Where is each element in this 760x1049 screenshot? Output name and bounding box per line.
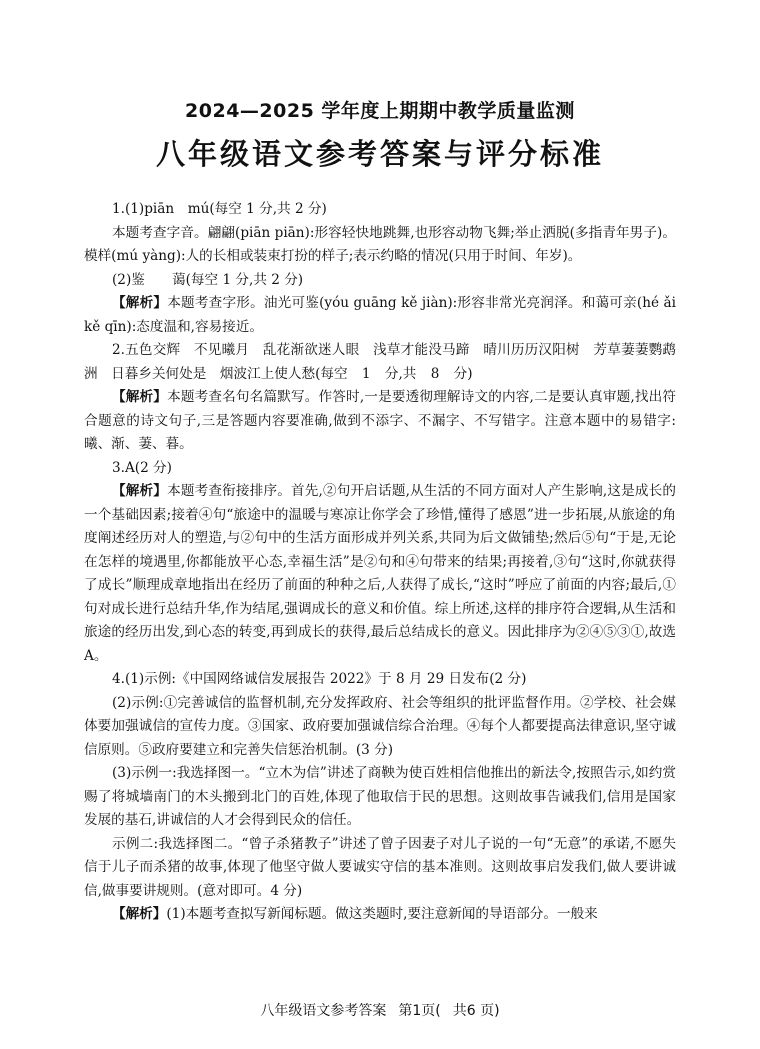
paragraph-q3-analysis: 【解析】本题考查衔接排序。首先,②句开启话题,从生活的不同方面对人产生影响,这是成长的一个基础因素;接着④句“旅途中的温暖与寒凉让你学会了珍惜,懂得了感恩”进一步拓展,从旅途的角度阐述经历对人的塑造,与②句中的生活方面形成并列关系,共同为后文做铺垫;然后⑤句“于是,无论在怎样的境遇里,你都能放平心态,幸福生活”是②句和④句带来的结果;再接着,③句“这时,你就获得了成长”顺理成章地指出在经历了前面的种种之后,人获得了成长,“这时”呼应了前面的内容;最后,①句对成长进行总结升华,作为结尾,强调成长的意义和价值。综上所述,这样的排序符合逻辑,从生活和旅途的经历出发,到心态的转变,再到成长的获得,最后总结成长的意义。因此排序为②④⑤③①,故选 A。 — [84, 483, 677, 664]
footer-total-pages: 共6 页) — [452, 1003, 500, 1019]
analysis-tag: 【解析】 — [112, 906, 167, 922]
page-subtitle: 八年级语文参考答案与评分标准 — [155, 137, 604, 171]
paragraph-q4-2: (2)示例:①完善诚信的监督机制,充分发挥政府、社会等组织的批评监督作用。②学校、社会媒体要加强诚信的宣传力度。③国家、政府要加强诚信综合治理。④每个人都要提高法律意识,坚守诚信原则。⑤政府要建立和完善失信惩治机制。(3 分) — [84, 694, 676, 758]
paragraph-q4-analysis: 【解析】(1)本题考查拟写新闻标题。做这类题时,要注意新闻的导语部分。一般来 — [112, 906, 598, 922]
analysis-tag: 【解析】 — [112, 389, 168, 405]
paragraph-q1-1: 1.(1)piān mú(每空 1 分,共 2 分) — [112, 201, 327, 217]
paragraph-q4-1: 4.(1)示例:《中国网络诚信发展报告 2022》于 8 月 29 日发布(2 分) — [112, 671, 527, 687]
footer-doc-name: 八年级语文参考答案 — [260, 1003, 387, 1019]
page-title: 2024—2025 学年度上期期中教学质量监测 — [185, 100, 575, 122]
paragraph-q1-2-analysis: 【解析】本题考查字形。油光可鉴(yóu guāng kě jiàn):形容非常光亮润泽。和蔼可亲(hé ǎi kě qīn):态度温和,容易接近。 — [84, 295, 677, 335]
page-footer — [0, 1000, 760, 1020]
analysis-tag: 【解析】 — [112, 483, 168, 499]
footer-page-number: 第1页( — [398, 1003, 441, 1019]
paragraph-q1-2: (2)鉴 蔼(每空 1 分,共 2 分) — [112, 271, 304, 288]
paragraph-q1-1-note: 本题考查字音。翩翩(piān piān):形容轻快地跳舞,也形容动物飞舞;举止洒脱(多指青年男子)。模样(mú yàng):人的长相或装束打扮的样子;表示约略的情况(只用于时间、年岁)。 — [84, 224, 676, 264]
paragraph-q2-analysis: 【解析】本题考查名句名篇默写。作答时,一是要透彻理解诗文的内容,二是要认真审题,找出符合题意的诗文句子,三是答题内容要准确,做到不添字、不漏字、不写错字。注意本题中的易错字:曦、渐、萋、暮。 — [84, 389, 677, 452]
answer-body — [84, 198, 676, 927]
paragraph-q2: 2.五色交辉 不见曦月 乱花渐欲迷人眼 浅草才能没马蹄 晴川历历汉阳树 芳草萋萋鹦鹉洲 日暮乡关何处是 烟波江上使人愁(每空 1 分,共 8 分) — [84, 342, 676, 382]
paragraph-q4-3-example2: 示例二:我选择图二。“曾子杀猪教子”讲述了曾子因妻子对儿子说的一句“无意”的承诺,不愿失信于儿子而杀猪的故事,体现了他坚守做人要诚实守信的基本准则。这则故事启发我们,做人要讲诚信,做事要讲规则。(意对即可。4 分) — [84, 835, 676, 899]
paragraph-q3: 3.A(2 分) — [112, 459, 172, 476]
paragraph-q4-3-example1: (3)示例一:我选择图一。“立木为信”讲述了商鞅为使百姓相信他推出的新法令,按照告示,如约赏赐了将城墙南门的木头搬到北门的百姓,体现了他取信于民的思想。这则故事告诫我们,信用是国家发展的基石,讲诚信的人才会得到民众的信任。 — [84, 765, 676, 828]
analysis-tag: 【解析】 — [112, 295, 168, 311]
